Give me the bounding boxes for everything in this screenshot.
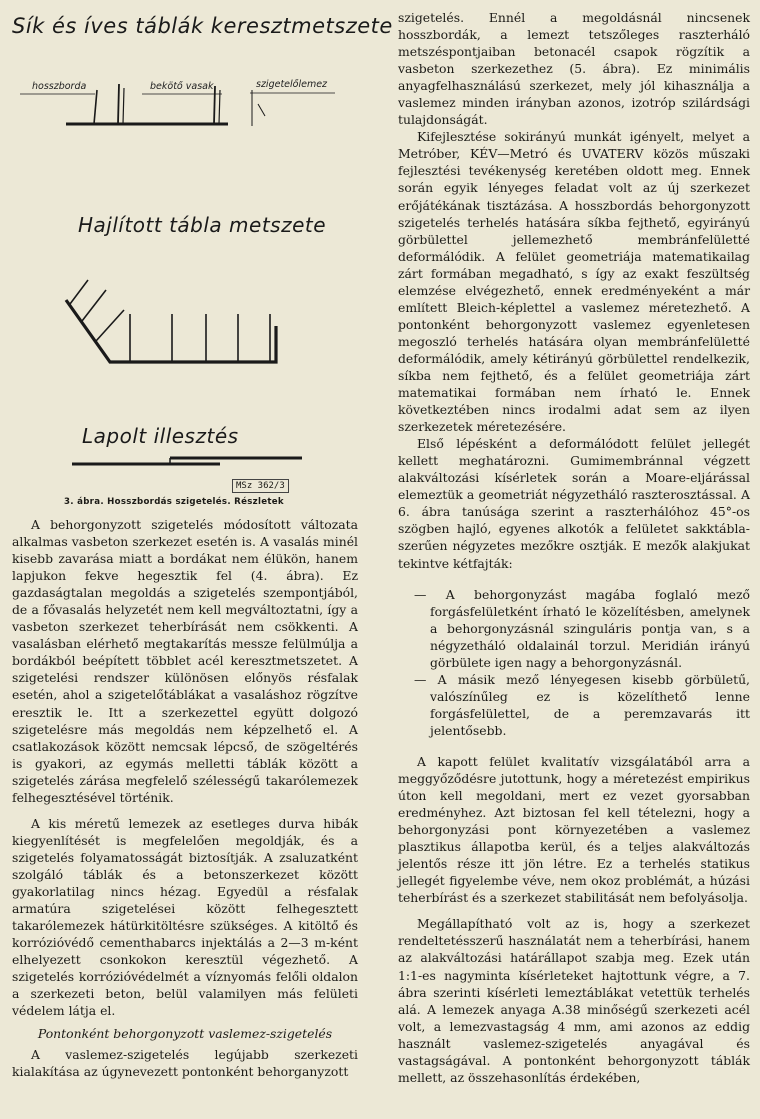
bent-plate-drawing <box>60 270 290 370</box>
paragraph: A kis méretű lemezek az esetleges durva hibák kiegyenlítését is megfelelően megoldják, és a szigetelés folyamatosságát biztosítják. A zsaluzatként szolgáló táblák és a betonszerkezet között gyakorlatilag nincs hézag. Egyedül a résfalak armatúra szigetelései között felhegesztett takarólemezek hátürkitöltésre szükséges. A kitöltő és korrózióvédő cementhabarcs injektálás a 2—3 m-ként elhelyezett csonkokon keresztül végezhető. A szigetelés korrózióvédelmét a víznyomás felőli oldalon a szerkezeti beton, belül valamilyen más felületi védelem látja el. <box>12 815 358 1019</box>
left-column <box>12 516 358 1081</box>
paragraph: A vaslemez-szigetelés legújabb szerkezeti kialakítása az úgynevezett pontonként behorganyzott <box>12 1047 358 1080</box>
right-column <box>398 9 750 1086</box>
label-anchor-bars: bekötő vasak <box>150 81 214 92</box>
figure-title-flat-curved: Sík és íves táblák keresztmetszete <box>12 14 393 38</box>
list-item: — A másik mező lényegesen kisebb görbületű, valószínűleg ez is közelíthető lenne forgásfelülettel, de a peremzavarás itt jelentősebb. <box>398 671 750 739</box>
paragraph: Kifejlesztése sokirányú munkát igényelt, melyet a Metróber, KÉV—Metró és UVATERV közös műszaki fejlesztési tevékenység keretében oldott meg. Ennek során egyik lényeges feladat volt az új szerkezet erőjátékának tisztázása. A hosszbordás behorgonyzott szigetelés terhelés hatására síkba fejthető, egyirányú görbülettel jellemezhető membránfelületté deformálódik. A felület geometriája matematikailag zárt formában megadható, s így az exakt feszültség elemzése elvégezhető, ennek eredményeként a már említett Bleich-képlettel a vaslemez méretezhető. A pontonként behorgonyzott vaslemez egyenletesen megoszló terhelés hatására olyan membránfelületté deformálódik, amely kétirányú görbülettel rendelkezik, síkba nem fejthető, és a felület geometriája zárt matematikai formában nem írható le. Ennek következtében nincs irodalmi adat sem az ilyen szerkezetek méretezésére. <box>398 129 750 435</box>
list-item: — A behorgonyzást magába foglaló mező forgásfelületként írható le közelítésben, amelynek a behorgonyzásnál szinguláris pontja van, s a négyzetháló oldalainál torzul. Meridián irányú görbülete igen nagy a behorgonyzásnál. <box>398 586 750 671</box>
figure-title-bent-plate: Hajlított tábla metszete <box>78 213 327 237</box>
paragraph: Első lépésként a deformálódott felület jellegét kellett meghatározni. Gumimembránnal végzett alakváltozási kísérletek során a Moare-eljárással elemeztük a geometriát négyzetháló raszterosztással. A 6. ábra tanúsága szerint a raszterhálóhoz 45°-os szögben hajló, egyenes alkotók a felületet sakktábla-szerűen négyzetes mezőkre osztják. E mezők alakjukat tekintve kétfajták: <box>398 436 750 571</box>
drawing-stamp: MSz 362/3 <box>232 479 289 493</box>
section-heading: Pontonként behorgonyzott vaslemez-szigetelés <box>37 1026 333 1042</box>
paragraph: A kapott felület kvalitatív vizsgálatából arra a meggyőződésre jutottunk, hogy a méretezést empirikus úton kell megoldani, mert ez vezet gyorsabban eredményhez. Azt biztosan fel kell tételezni, hogy a behorgonyzási pont környezetében a vaslemez plasztikus állapotba kerül, és a teljes alakváltozás jelentős része itt jön létre. Ez a terhelés statikus jellegét figyelembe véve, nem okoz problémát, a húzási teherbírást és a szerkezet stabilitását nem befolyásolja. <box>398 753 750 906</box>
paragraph: A behorgonyzott szigetelés módosított változata alkalmas vasbeton szerkezet esetén is. A vasalás minél kisebb zavarása miatt a bordákat nem élükön, hanem lapjukon fekve hegesztik fel (4. ábra). Ez gazdaságtalan megoldás a szigetelés szempontjából, de a fővasalás helyzetét nem kell megváltoztatni, így a vasbeton szerkezet teherbírását nem csökkenti. A vasalásban elérhető megtakarítás messze felülmúlja a bordákból beépített többlet acél keresztmetszetet. A szigetelési rendszer különösen előnyös résfalak esetén, ahol a szigetelőtáblákat a vasaláshoz rögzítve eresztik le. Itt a szerkezettel együtt dolgozó szigetelésre más megoldás nem képzelhető el. A csatlakozások között nemcsak lépcső, de szögeltérés is gyakori, az egymás melletti táblák között a szigetelés zárása megfelelő szélességű takarólemezek felhegesztésével történik. <box>12 517 358 805</box>
cross-section-drawing <box>0 80 360 150</box>
paragraph: szigetelés. Ennél a megoldásnál nincsenek hosszbordák, a lemezt tetszőleges raszterháló metszéspontjaiban betonacél csapok rögzítik a vasbeton szerkezethez (5. ábra). Ez minimális anyagfelhasználású szerkezet, mely jól kihasználja a vaslemez minden irányban azonos, izotróp szilárdsági tulajdonságát. <box>398 10 750 128</box>
list <box>398 586 750 739</box>
paragraph: Megállapítható volt az is, hogy a szerkezet rendeltetésszerű használatát nem a teherbírási, hanem az alakváltozási határállapot szabja meg. Ezek után 1:1-es nagyminta kísérleteket hajtottunk végre, a 7. ábra szerinti kísérleti lemeztáblákat vetettük terhelés alá. A lemezek anyaga A.38 minőségű szerkezeti acél volt, a lemezvastagság 4 mm, ami azonos az eddig használt vaslemez-szigetelés anyagával és vastagságával. A pontonként behorgonyzott táblák mellett, az összehasonlítás érdekében, <box>398 916 750 1085</box>
lap-joint-drawing <box>70 450 310 476</box>
figure-title-lap-joint: Lapolt illesztés <box>82 424 239 448</box>
label-long-rib: hosszborda <box>32 81 87 92</box>
figure-caption: 3. ábra. Hosszbordás szigetelés. Részletek <box>64 497 284 507</box>
label-insulating-plate: szigetelőlemez <box>256 79 328 90</box>
